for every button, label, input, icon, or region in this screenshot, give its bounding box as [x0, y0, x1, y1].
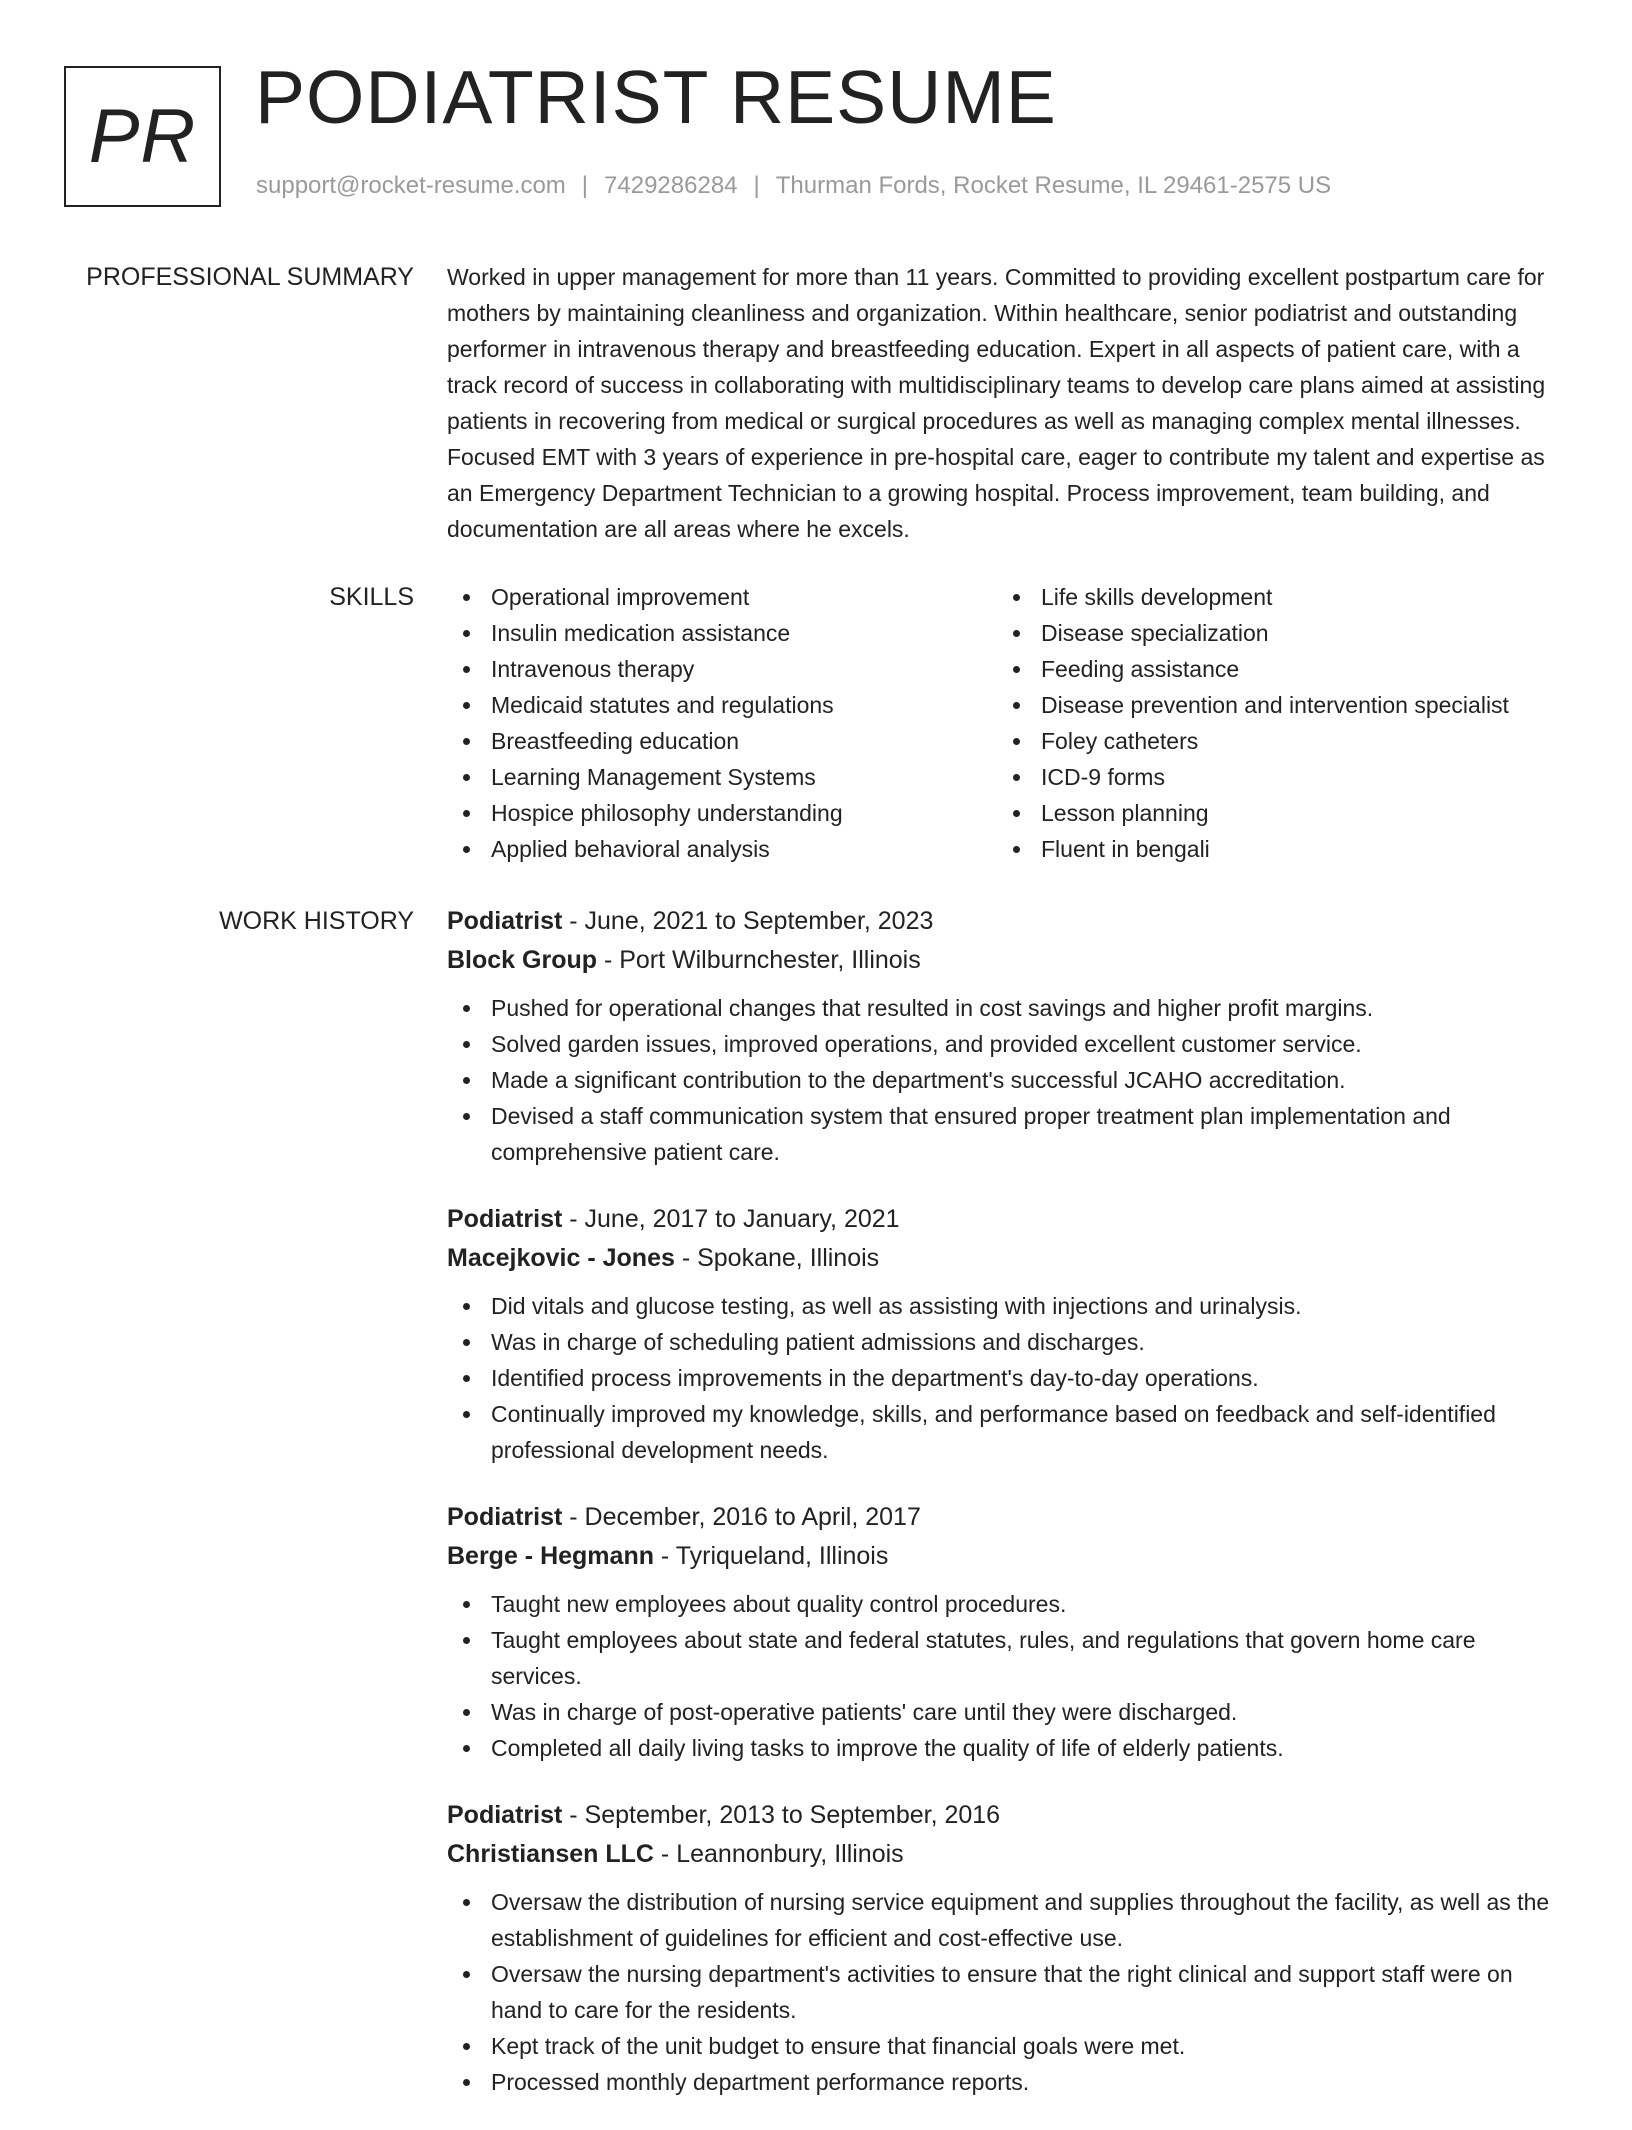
job-company-line — [447, 941, 1567, 980]
job-bullet: Was in charge of post-operative patients' care until they were discharged. — [447, 1694, 1567, 1730]
skill-item: Insulin medication assistance — [447, 615, 997, 651]
job-company: Christiansen LLC — [447, 1840, 654, 1868]
job-bullet: Devised a staff communication system that ensured proper treatment plan implementation and comprehensive patient care. — [447, 1098, 1567, 1170]
job-location: - Spokane, Illinois — [674, 1244, 880, 1272]
job-entry — [447, 1498, 1567, 1766]
skill-item: Breastfeeding education — [447, 723, 997, 759]
job-bullet: Taught employees about state and federal statutes, rules, and regulations that govern home care services. — [447, 1622, 1567, 1694]
job-bullet: Identified process improvements in the department's day-to-day operations. — [447, 1360, 1567, 1396]
skill-item: Learning Management Systems — [447, 759, 997, 795]
job-company-line — [447, 1537, 1567, 1576]
skill-item: Operational improvement — [447, 579, 997, 615]
job-bullet-list — [447, 1288, 1567, 1468]
job-bullet: Kept track of the unit budget to ensure that financial goals were met. — [447, 2028, 1567, 2064]
contact-email[interactable]: support@rocket-resume.com — [256, 172, 566, 199]
job-title: Podiatrist — [447, 1503, 563, 1531]
job-bullet-list — [447, 1884, 1567, 2100]
work-history-body — [447, 902, 1567, 2130]
resume-title: PODIATRIST RESUME — [255, 55, 1057, 139]
job-entry — [447, 902, 1567, 1170]
job-bullet: Oversaw the distribution of nursing service equipment and supplies throughout the facility, as well as the establishment of guidelines for efficient and cost-effective use. — [447, 1884, 1567, 1956]
job-bullet-list — [447, 990, 1567, 1170]
skill-item: Life skills development — [997, 579, 1567, 615]
skills-list-right — [997, 579, 1567, 867]
job-title: Podiatrist — [447, 1801, 563, 1829]
job-company-line — [447, 1835, 1567, 1874]
summary-body — [447, 259, 1567, 547]
job-bullet-list — [447, 1586, 1567, 1766]
work-history-heading: WORK HISTORY — [219, 907, 414, 935]
contact-separator: | — [753, 172, 760, 199]
skill-item: Applied behavioral analysis — [447, 831, 997, 867]
summary-text: Worked in upper management for more than 11 years. Committed to providing excellent postpartum care for mothers by maintaining cleanliness and organization. Within healthcare, senior podiatrist and outstanding performer in intravenous therapy and breastfeeding education. Expert in all aspects of patient care, with a track record of success in collaborating with multidisciplinary teams to develop care plans aimed at assisting patients in recovering from medical or surgical procedures as well as managing complex mental illnesses. Focused EMT with 3 years of experience in pre-hospital care, eager to contribute my talent and expertise as an Emergency Department Technician to a growing hospital. Process improvement, team building, and documentation are all areas where he excels. — [447, 264, 1546, 542]
job-bullet: Taught new employees about quality control procedures. — [447, 1586, 1567, 1622]
skill-item: Feeding assistance — [997, 651, 1567, 687]
job-bullet: Continually improved my knowledge, skills, and performance based on feedback and self-identified professional development needs. — [447, 1396, 1567, 1468]
contact-separator: | — [581, 172, 589, 199]
skill-item: Intravenous therapy — [447, 651, 997, 687]
job-bullet: Completed all daily living tasks to improve the quality of life of elderly patients. — [447, 1730, 1567, 1766]
job-dates: - September, 2013 to September, 2016 — [562, 1801, 1001, 1829]
job-title: Podiatrist — [447, 1205, 563, 1233]
skills-body — [447, 579, 1567, 867]
job-company-line — [447, 1239, 1567, 1278]
skill-item: ICD-9 forms — [997, 759, 1567, 795]
job-title-line — [447, 1796, 1567, 1835]
job-bullet: Processed monthly department performance reports. — [447, 2064, 1567, 2100]
job-bullet: Did vitals and glucose testing, as well as assisting with injections and urinalysis. — [447, 1288, 1567, 1324]
skill-item: Lesson planning — [997, 795, 1567, 831]
job-title-line — [447, 902, 1567, 941]
job-bullet: Solved garden issues, improved operations, and provided excellent customer service. — [447, 1026, 1567, 1062]
monogram-badge — [64, 66, 221, 207]
contact-address: Thurman Fords, Rocket Resume, IL 29461-2575 US — [775, 172, 1332, 199]
skill-item: Medicaid statutes and regulations — [447, 687, 997, 723]
skills-list-left — [447, 579, 997, 867]
job-bullet: Made a significant contribution to the department's successful JCAHO accreditation. — [447, 1062, 1567, 1098]
summary-heading: PROFESSIONAL SUMMARY — [86, 263, 414, 291]
contact-phone[interactable]: 7429286284 — [604, 172, 738, 199]
job-location: - Tyriqueland, Illinois — [653, 1542, 889, 1570]
skill-item: Fluent in bengali — [997, 831, 1567, 867]
job-location: - Leannonbury, Illinois — [653, 1840, 904, 1868]
job-dates: - June, 2021 to September, 2023 — [562, 907, 934, 935]
job-company: Macejkovic - Jones — [447, 1244, 675, 1272]
job-company: Berge - Hegmann — [447, 1542, 654, 1570]
monogram-text: PR — [88, 94, 197, 179]
job-bullet: Oversaw the nursing department's activities to ensure that the right clinical and support staff were on hand to care for the residents. — [447, 1956, 1567, 2028]
job-company: Block Group — [447, 946, 598, 974]
skill-item: Hospice philosophy understanding — [447, 795, 997, 831]
job-title: Podiatrist — [447, 907, 563, 935]
job-location: - Port Wilburnchester, Illinois — [597, 946, 921, 974]
skill-item: Foley catheters — [997, 723, 1567, 759]
contact-line — [256, 172, 1331, 200]
job-title-line — [447, 1498, 1567, 1537]
job-bullet: Was in charge of scheduling patient admissions and discharges. — [447, 1324, 1567, 1360]
skill-item: Disease specialization — [997, 615, 1567, 651]
skill-item: Disease prevention and intervention specialist — [997, 687, 1567, 723]
job-title-line — [447, 1200, 1567, 1239]
job-bullet: Pushed for operational changes that resulted in cost savings and higher profit margins. — [447, 990, 1567, 1026]
skills-heading: SKILLS — [329, 583, 414, 611]
job-dates: - December, 2016 to April, 2017 — [562, 1503, 921, 1531]
job-entry — [447, 1796, 1567, 2100]
job-entry — [447, 1200, 1567, 1468]
job-dates: - June, 2017 to January, 2021 — [562, 1205, 900, 1233]
